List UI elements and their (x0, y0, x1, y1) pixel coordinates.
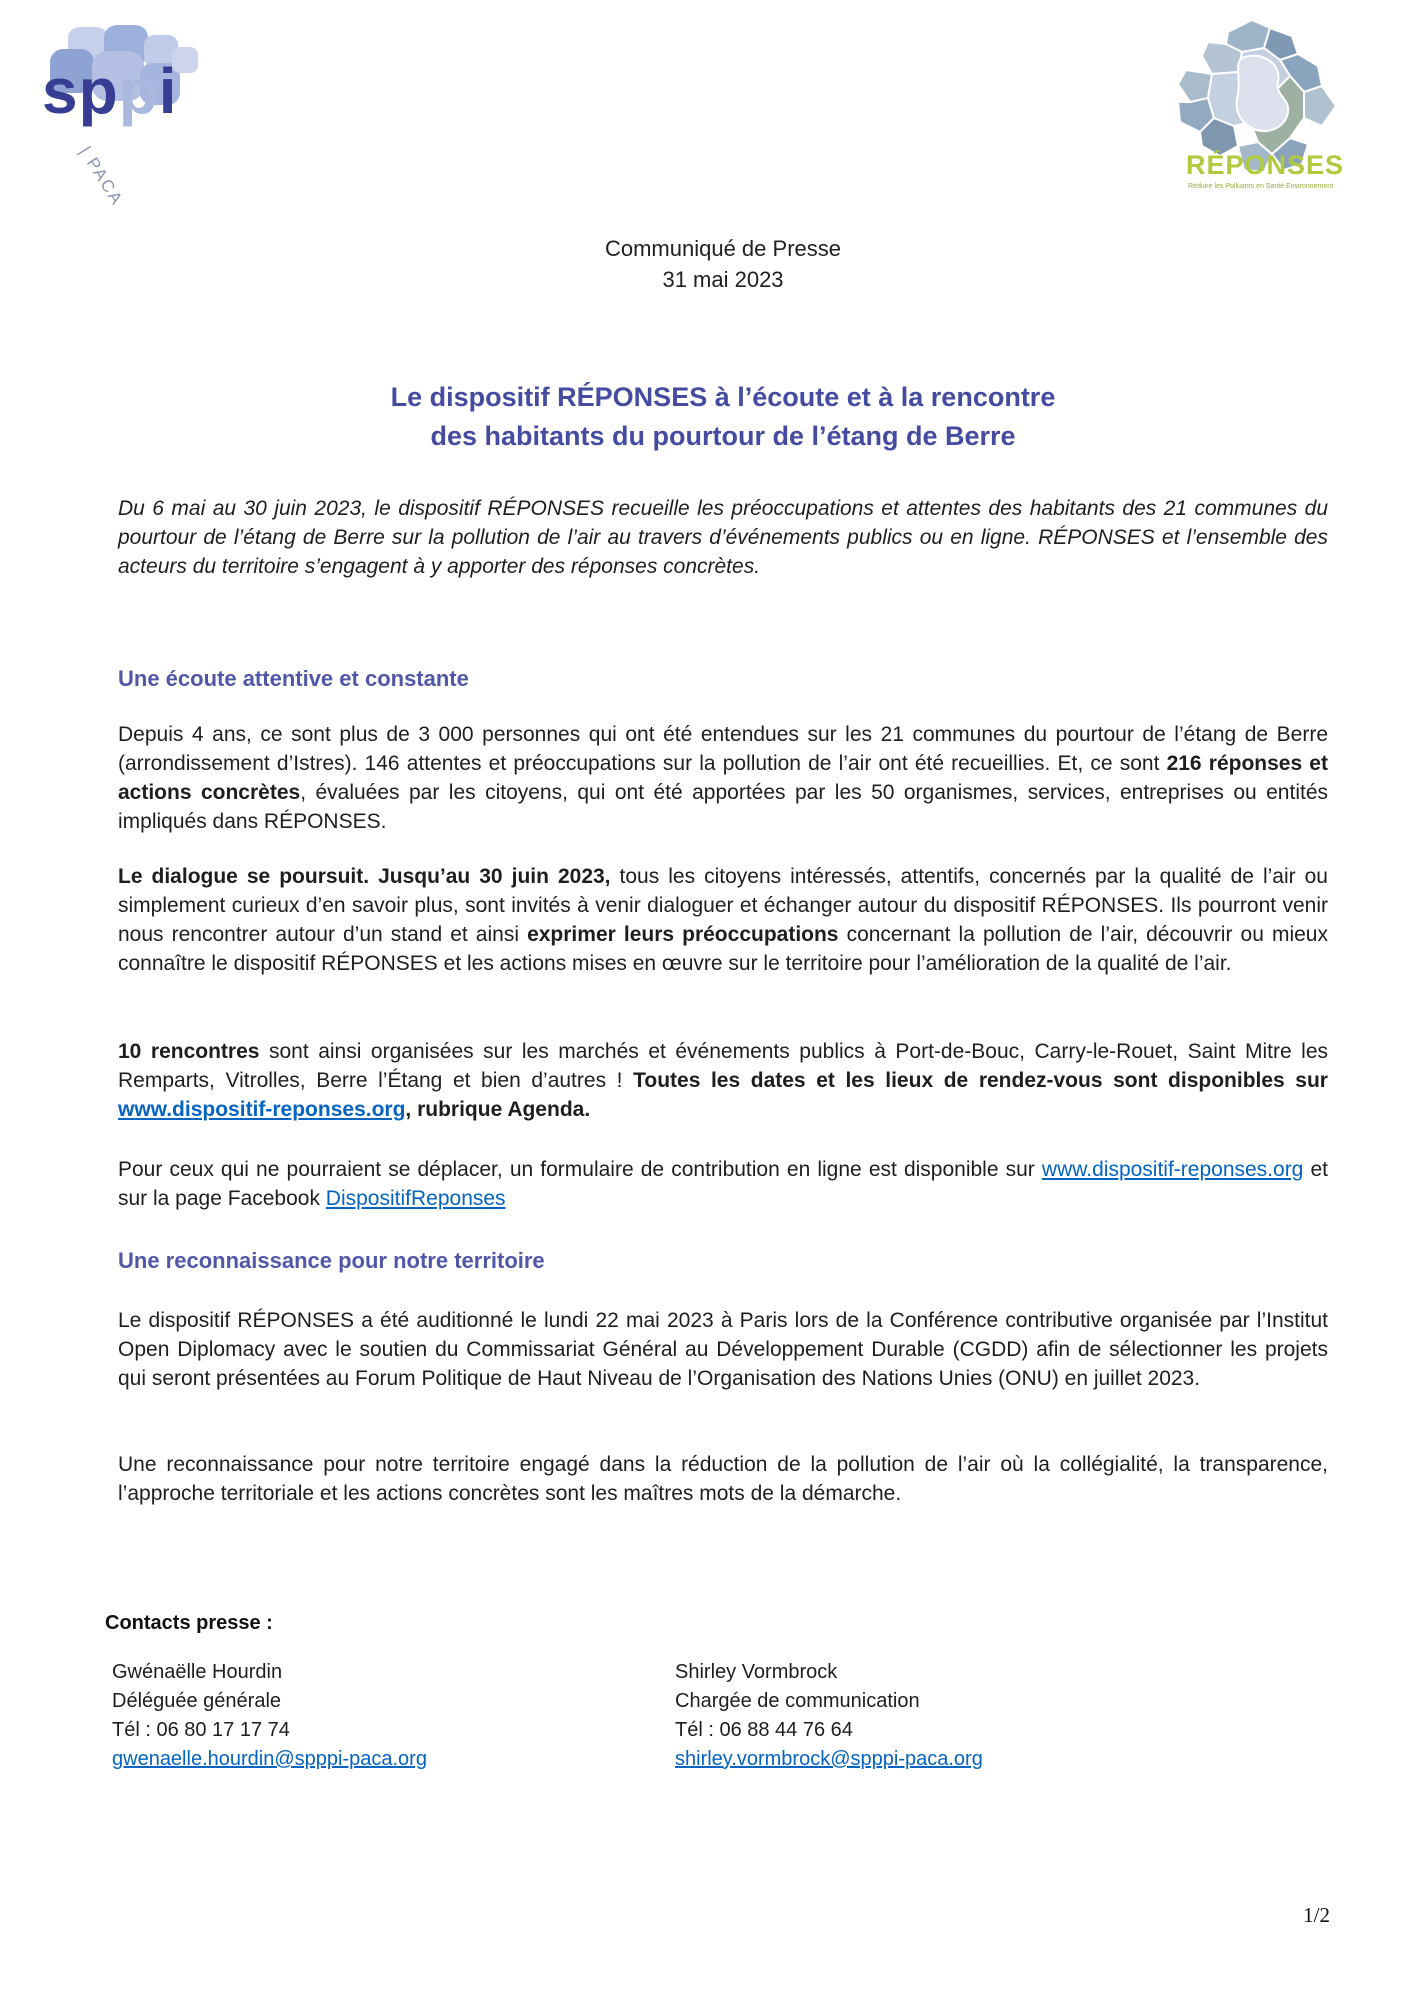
paragraph-run: concernant la pollution de l’air, découvrir ou mieux connaître le dispositif RÉPONSES et les actions mises en œuvre sur le territoire pour l’amélioration de la qualité de l’air. (118, 923, 1328, 975)
contact-name: Shirley Vormbrock (675, 1661, 838, 1683)
paragraph-run: , évaluées par les citoyens, qui ont été apportées par les 50 organismes, services, entreprises ou entités impliqués dans RÉPONSES. (118, 781, 1328, 833)
intro-paragraph: Du 6 mai au 30 juin 2023, le dispositif RÉPONSES recueille les préoccupations et attentes des habitants des 21 communes du pourtour de l’étang de Berre sur la pollution de l’air au travers d’événements publics ou en ligne. RÉPONSES et l’ensemble des acteurs du territoire s’engagent à y apporter des réponses concrètes. (118, 497, 1328, 578)
page-number: 1/2 (1303, 1903, 1330, 1927)
section-heading-ecoute: Une écoute attentive et constante (118, 666, 469, 691)
paragraph-territoire: Une reconnaissance pour notre territoire engagé dans la réduction de la pollution de l’air où la collégialité, la transparence, l’approche territoriale et les actions concrètes sont les maîtres mots de la démarche. (118, 1453, 1328, 1505)
reponses-map-graphic (1150, 12, 1360, 197)
title-line-2: des habitants du pourtour de l’étang de Berre (430, 421, 1016, 451)
reponses-logo-name: RÉPONSES (1186, 150, 1345, 180)
contact-role: Chargée de communication (675, 1690, 920, 1712)
contacts-row (112, 1658, 1328, 1774)
contact-card-gwenaelle (112, 1658, 675, 1774)
document-header (118, 233, 1328, 295)
contact-name: Gwénaëlle Hourdin (112, 1661, 283, 1683)
title-line-1: Le dispositif RÉPONSES à l’écoute et à la rencontre (390, 382, 1056, 412)
contact-role: Déléguée générale (112, 1690, 282, 1712)
press-release-date: 31 mai 2023 (662, 267, 784, 292)
contact-phone: Tél : 06 88 44 76 64 (675, 1719, 853, 1741)
section-heading-reconnaissance: Une reconnaissance pour notre territoire (118, 1248, 545, 1273)
paragraph-run-bold: Le dialogue se poursuit. Jusqu’au 30 juin 2023, (118, 865, 611, 888)
paragraph-bilan (118, 720, 1328, 836)
paragraph-run: sont ainsi organisées sur les marchés et événements publics à Port-de-Bouc, Carry-le-Rouet, Saint Mitre les Remparts, Vitrolles, Berre l’Étang et bien d’autres ! (118, 1040, 1329, 1092)
contact-card-shirley (675, 1658, 1328, 1774)
paragraph-run: Pour ceux qui ne pourraient se déplacer, un formulaire de contribution en ligne est disponible sur (118, 1158, 1042, 1181)
reponses-logo (1150, 12, 1360, 197)
sppi-logo-paca-label: | PACA (75, 143, 128, 210)
paragraph-run-bold: , rubrique Agenda. (405, 1098, 591, 1121)
paragraph-run: tous les citoyens intéressés, attentifs, concernés par la qualité de l’air ou simplement curieux d’en savoir plus, sont invités à venir dialoguer et échanger autour du dispositif RÉPONSES. Ils pourront venir nous rencontrer autour d’un stand et ainsi (118, 865, 1328, 946)
paragraph-run: et sur la page Facebook (118, 1158, 1328, 1210)
paragraph-rencontres (118, 1037, 1328, 1124)
paragraph-dialogue (118, 862, 1328, 978)
contact-email-link[interactable]: shirley.vormbrock@spppi-paca.org (675, 1748, 983, 1770)
sppi-logo-i: i (158, 55, 178, 127)
contacts-press-label: Contacts presse : (105, 1612, 273, 1634)
paragraph-run-bold: 216 réponses et actions concrètes (118, 752, 1328, 804)
sppi-logo-sp: sp (42, 55, 119, 127)
paragraph-formulaire (118, 1155, 1328, 1213)
paragraph-run: Depuis 4 ans, ce sont plus de 3 000 personnes qui ont été entendues sur les 21 communes du pourtour de l’étang de Berre (arrondissement d’Istres). 146 attentes et préoccupations sur la pollution de l’air ont été recueillies. Et, ce sont (118, 723, 1328, 775)
link-dispositif-reponses-agenda[interactable]: www.dispositif-reponses.org (118, 1098, 406, 1121)
contact-email-link[interactable]: gwenaelle.hourdin@spppi-paca.org (112, 1748, 427, 1770)
paragraph-run-bold: Toutes les dates et les lieux de rendez-vous sont disponibles sur (633, 1069, 1328, 1092)
sppi-paca-logo (40, 25, 210, 210)
paragraph-run-bold: exprimer leurs préoccupations (527, 923, 839, 946)
link-facebook-dispositifreponses[interactable]: DispositifReponses (325, 1187, 506, 1210)
document-title (118, 378, 1328, 456)
sppi-logo-ghost-p: p (118, 55, 159, 127)
press-release-label: Communiqué de Presse (604, 236, 841, 261)
sppi-logo-wordmark (42, 55, 178, 127)
reponses-logo-tagline: Réduire les Polluants en Santé Environnement (1188, 183, 1334, 190)
link-dispositif-reponses[interactable]: www.dispositif-reponses.org (1041, 1158, 1304, 1181)
contact-phone: Tél : 06 80 17 17 74 (112, 1719, 290, 1741)
paragraph-run-bold: 10 rencontres (118, 1040, 260, 1063)
paragraph-audition: Le dispositif RÉPONSES a été auditionné le lundi 22 mai 2023 à Paris lors de la Conférence contributive organisée par l’Institut Open Diplomacy avec le soutien du Commissariat Général au Développement Durable (CGDD) afin de sélectionner les projets qui seront présentées au Forum Politique de Haut Niveau de l’Organisation des Nations Unies (ONU) en juillet 2023. (118, 1309, 1328, 1390)
